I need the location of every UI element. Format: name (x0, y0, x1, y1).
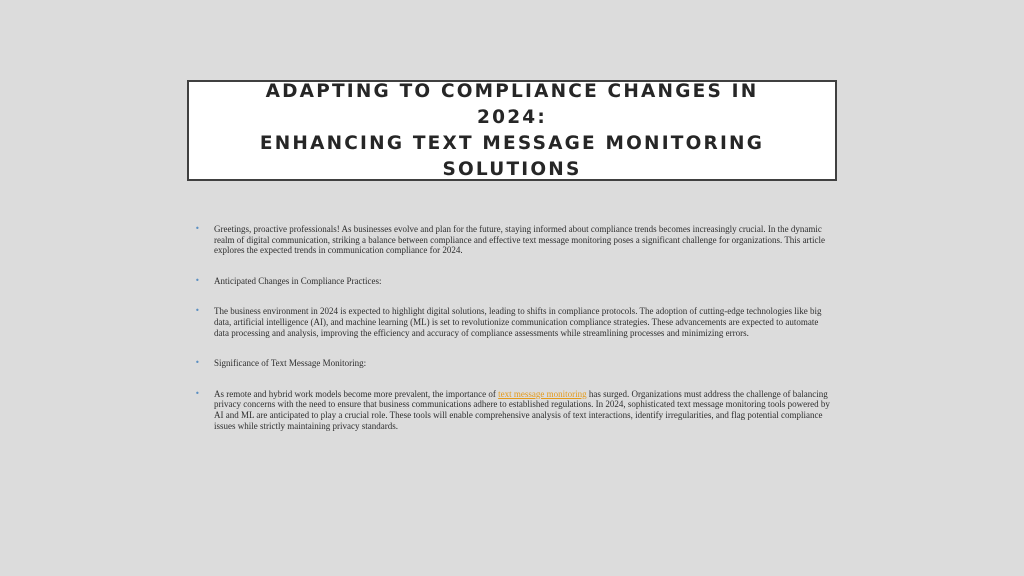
title-line-2: ENHANCING TEXT MESSAGE MONITORING (259, 132, 765, 154)
bullet-text: Significance of Text Message Monitoring: (214, 358, 367, 369)
slide-title (189, 79, 835, 183)
bullet-text: Greetings, proactive professionals! As businesses evolve and plan for the future, staying informed about compliance trends becomes increasingly crucial. In the dynamic realm of digital communication, striking a balance between compliance and effective text message monitoring poses a significant challenge for organizations. This article explores the expected trends in communication compliance for 2024. (214, 224, 826, 256)
bullet-item-significance (195, 358, 835, 369)
bullet-list (195, 224, 835, 431)
bullet-dot-icon: • (195, 358, 200, 368)
bullet-dot-icon: • (195, 306, 200, 316)
text-message-monitoring-link[interactable]: text message monitoring (498, 388, 587, 399)
bullet-text: Anticipated Changes in Compliance Practices: (214, 275, 382, 286)
title-box (187, 80, 837, 181)
bullet-text-before-link: As remote and hybrid work models become more prevalent, the importance of (214, 388, 499, 399)
bullet-item-business-environment (195, 306, 835, 338)
bullet-text: The business environment in 2024 is expected to highlight digital solutions, leading to shifts in compliance protocols. The adoption of cutting-edge technologies like big data, artificial intelligence (AI), and machine learning (ML) is set to revolutionize communication compliance strategies. These advancements are expected to automate data processing and analysis, improving the efficiency and accuracy of compliance assessments while streamlining processes and minimizing errors. (214, 306, 822, 338)
bullet-text (214, 389, 835, 431)
bullet-dot-icon: • (195, 275, 200, 285)
title-line-1: ADAPTING TO COMPLIANCE CHANGES IN 2024: (265, 80, 759, 128)
bullet-item-anticipated-changes (195, 276, 835, 287)
bullet-item-remote-work (195, 389, 835, 431)
title-line-3: SOLUTIONS (442, 158, 582, 180)
bullet-item-greetings (195, 224, 835, 256)
bullet-text-after-link: has surged. Organizations must address the challenge of balancing privacy concerns with the need to ensure that business communications adhere to established regulations. In 2024, sophisticated text message monitoring tools powered by AI and ML are anticipated to play a crucial role. These tools will enable comprehensive analysis of text interactions, identify irregularities, and flag potential compliance issues while strictly maintaining privacy standards. (214, 388, 830, 431)
bullet-dot-icon: • (195, 388, 200, 398)
bullet-dot-icon: • (195, 224, 200, 233)
